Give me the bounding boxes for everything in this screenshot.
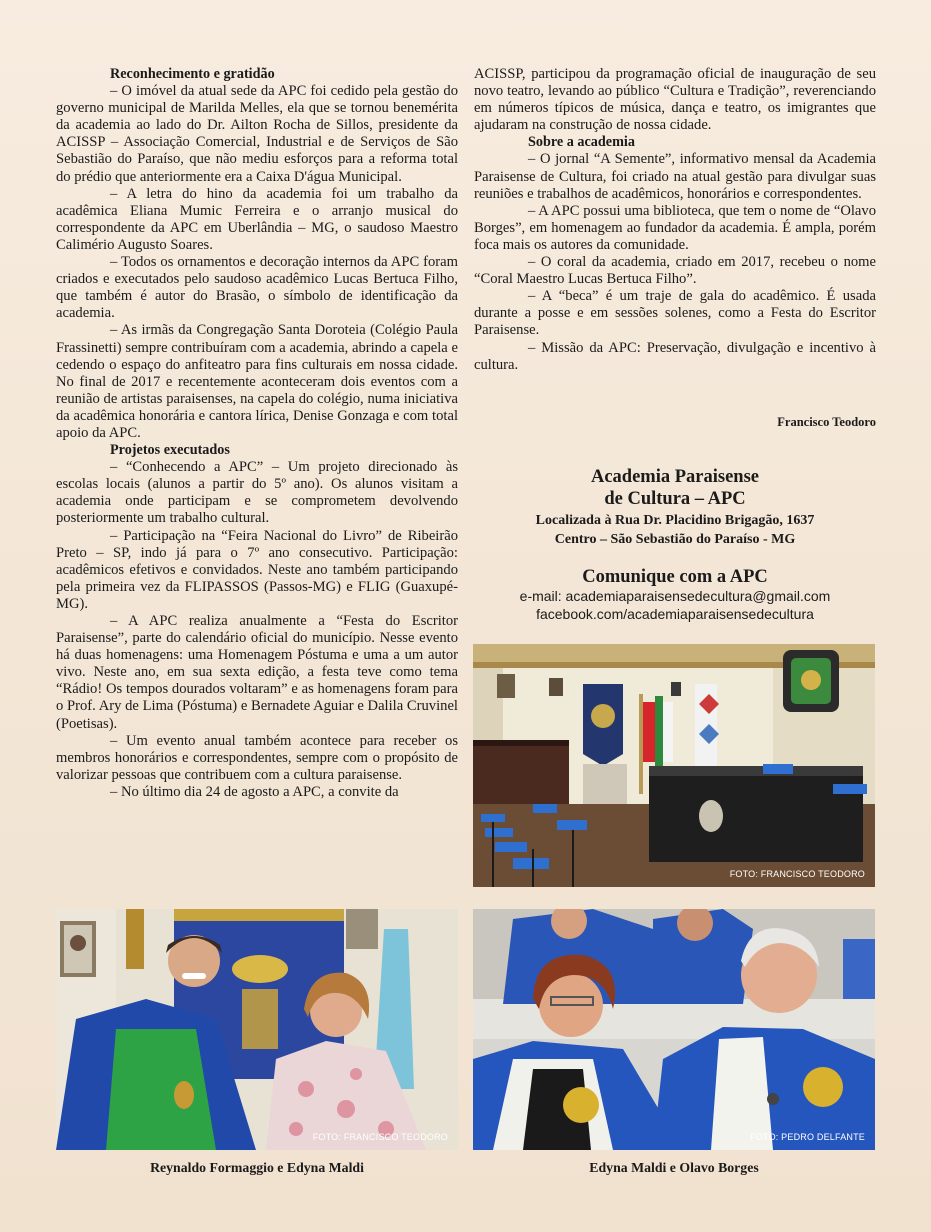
section-heading-recognition: Reconhecimento e gratidão — [110, 66, 275, 82]
photo-edyna-olavo — [473, 909, 875, 1150]
section-heading-about: Sobre a academia — [528, 134, 635, 151]
photo-credit: FOTO: FRANCISCO TEODORO — [729, 869, 865, 879]
paragraph: – Missão da APC: Preservação, divulgação e incentivo à cultura. — [474, 339, 876, 373]
org-name-line1: Academia Paraisense — [590, 467, 759, 487]
paragraph: – A APC realiza anualmente a “Festa do Escritor Paraisense”, parte do calendário oficial do município. Nesse evento há duas homenagens: uma Homenagem Póstuma e uma a um autor vivo. Neste ano, em sua sexta edição, a festa teve como tema “Rádio! Os tempos dourados voltaram” e as homenagens foram para o Prof. Ary de Lima (Póstuma) e Bernadete Aguiar e Dalila Cruvinel (Poetisas). — [56, 613, 458, 732]
paragraph: – A “beca” é um traje de gala do acadêmico. É usada durante a posse e em sessões solenes, como a Festa do Escritor Paraisense. — [474, 288, 876, 339]
paragraph: – O coral da academia, criado em 2017, recebeu o nome “Coral Maestro Lucas Bertuca Filho”. — [474, 254, 876, 288]
paragraph: – A letra do hino da academia foi um trabalho da acadêmica Eliana Mumic Ferreira e o arranjo musical do correspondente da APC em Uberlândia – MG, o saudoso Maestro Calimério Augusto Soares. — [56, 185, 458, 253]
article-right-column — [474, 66, 876, 374]
paragraph: – No último dia 24 de agosto a APC, a convite da — [110, 783, 399, 800]
address-line2: Centro – São Sebastião do Paraíso - MG — [554, 532, 796, 547]
paragraph: ACISSP, participou da programação oficial de inauguração de seu novo teatro, levando ao público “Cultura e Tradição”, reverenciando em números típicos de música, dança e teatro, os imigrantes que ajudaram na construção de nossa cidade. — [474, 66, 876, 134]
paragraph: – “Conhecendo a APC” – Um projeto direcionado às escolas locais (alunos a partir do 5º ano). Os alunos visitam a academia onde participam e se comprometem devolvendo posteriormente um trabalho cultural. — [56, 459, 458, 527]
paragraph: – O imóvel da atual sede da APC foi cedido pela gestão do governo municipal de Marilda Melles, ela que se tornou benemérita da academia ao lado do Dr. Ailton Rocha de Sillos, presidente da ACISSP – Associação Comercial, Industrial e de Serviços de São Sebastião do Paraíso, que não mediu esforços para a reforma total do prédio que anteriormente era a Caixa D'água Municipal. — [56, 83, 458, 185]
paragraph: – Todos os ornamentos e decoração internos da APC foram criados e executados pelo saudoso acadêmico Lucas Bertuca Filho, que também é autor do Brasão, o símbolo de identificação da academia. — [56, 254, 458, 322]
address-line1: Localizada à Rua Dr. Placidino Brigagão, 1637 — [535, 513, 815, 528]
photo-credit: FOTO: PEDRO DELFANTE — [750, 1132, 865, 1142]
org-name-line2: de Cultura – APC — [604, 489, 746, 509]
photo-caption-right: Edyna Maldi e Olavo Borges — [589, 1160, 759, 1175]
contact-heading: Comunique com a APC — [582, 567, 768, 587]
photo-academy-room — [473, 644, 875, 887]
facebook-text: facebook.com/academiaparaisensedecultura — [536, 605, 814, 622]
paragraph: – O jornal “A Semente”, informativo mensal da Academia Paraisense de Cultura, foi criado na atual gestão para divulgar suas reuniões e trabalhos de acadêmicos, honorários e correspondentes. — [474, 151, 876, 202]
author-signature: Francisco Teodoro — [777, 415, 876, 429]
contact-box — [474, 466, 876, 623]
paragraph: – A APC possui uma biblioteca, que tem o nome de “Olavo Borges”, em homenagem ao fundador da academia. É ampla, porém foca mais os autores da comunidade. — [474, 202, 876, 253]
photo-reynaldo-edyna — [56, 909, 458, 1150]
email-text: e-mail: academiaparaisensedecultura@gmail.com — [519, 588, 831, 604]
article-left-column — [56, 66, 458, 801]
photo-caption-left: Reynaldo Formaggio e Edyna Maldi — [150, 1160, 364, 1175]
photo-credit: FOTO: FRANCISCO TEODORO — [312, 1132, 448, 1142]
paragraph: – Um evento anual também acontece para receber os membros honorários e correspondentes, sempre com o propósito de valorizar pessoas que contribuem com a cultura paraisense. — [56, 732, 458, 783]
paragraph: – Participação na “Feira Nacional do Livro” de Ribeirão Preto – SP, indo já para o 7º ano consecutivo. Participação: acadêmicos efetivos e convidados. Neste ano também participando pela primeira vez da FLIPASSOS (Passos-MG) e FLIG (Guaxupé-MG). — [56, 527, 458, 612]
section-heading-projects: Projetos executados — [110, 442, 230, 459]
paragraph: – As irmãs da Congregação Santa Doroteia (Colégio Paula Frassinetti) sempre contribuíram com a academia, abrindo a capela e cedendo o espaço do anfiteatro para fins culturais em nossa cidade. No final de 2017 e recentemente aconteceram dois eventos com a reunião de artistas paraisenses, na capela do colégio, numa iniciativa da acadêmica honorária e cantora lírica, Denise Gonzaga e com total apoio da APC. — [56, 322, 458, 441]
